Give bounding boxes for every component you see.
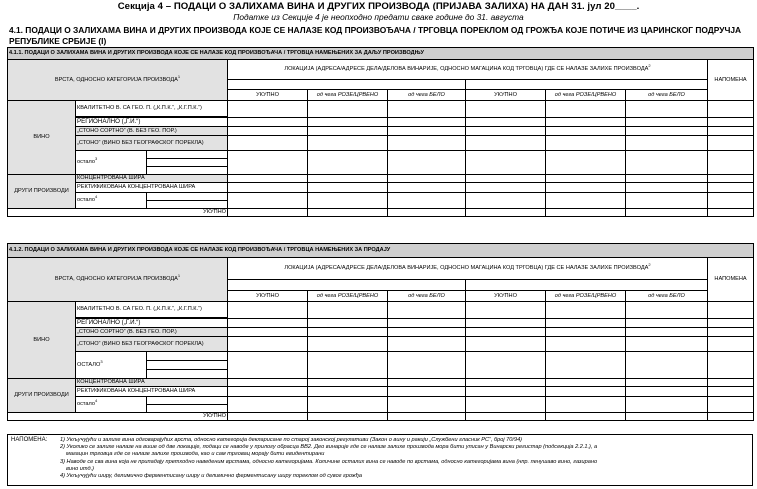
- cell[interactable]: [308, 175, 388, 183]
- row-group-vino: ВИНО: [8, 101, 76, 175]
- cell[interactable]: [308, 352, 388, 379]
- cell[interactable]: [388, 175, 466, 183]
- cell[interactable]: [228, 302, 308, 319]
- cell[interactable]: [546, 175, 626, 183]
- cell[interactable]: [626, 209, 708, 217]
- row-rektifikovana: РЕКТИФИКОВАНА КОНЦЕНТРОВАНА ШИРА: [76, 387, 228, 397]
- table-4-1-1: [7, 47, 754, 217]
- ostalo-input[interactable]: [147, 151, 228, 159]
- cell[interactable]: [308, 319, 388, 328]
- cell[interactable]: [388, 352, 466, 379]
- cell[interactable]: [308, 193, 388, 209]
- cell[interactable]: [708, 352, 754, 379]
- location-input-2[interactable]: [466, 280, 708, 291]
- cell[interactable]: [388, 319, 466, 328]
- cell[interactable]: [388, 397, 466, 413]
- note-item: 3) Наводе се сва вина која не припадају претходно наведеним врстама, односно категоријама. Количине осталих вина се наводе по врстама, односно категоријама вина (нпр. пенушаво вино, газирано: [60, 458, 598, 465]
- cell[interactable]: [228, 101, 308, 118]
- note-item: 2) Уколико се залихе налазе на више од две локације, подаци се наводе у прилогу обрасца ВВ2. Део винарије где се налазе залихе производа мора бити уписан у Винарски регистар (подсекција 2.2.1.), а: [60, 444, 598, 451]
- cell[interactable]: [466, 101, 546, 118]
- cell[interactable]: [388, 328, 466, 337]
- cell[interactable]: [546, 319, 626, 328]
- row-ukupno: УКУПНО: [8, 413, 228, 421]
- cell[interactable]: [626, 193, 708, 209]
- col-ukupno: УКУПНО: [466, 90, 546, 101]
- cell[interactable]: [228, 209, 308, 217]
- row-koncentrovana: КОНЦЕНТРОВАНА ШИРА: [76, 379, 228, 387]
- cell[interactable]: [388, 127, 466, 136]
- row-ostalo: остало$^3$: [76, 151, 147, 175]
- row-ostalo-drugi: остало$^4$: [76, 193, 147, 209]
- cell[interactable]: [626, 136, 708, 151]
- cell[interactable]: [708, 183, 754, 193]
- cell[interactable]: [388, 193, 466, 209]
- cell[interactable]: [466, 136, 546, 151]
- cell[interactable]: [626, 183, 708, 193]
- cell[interactable]: [466, 379, 546, 387]
- ostalo-input[interactable]: [147, 201, 228, 209]
- cell[interactable]: [626, 387, 708, 397]
- cell[interactable]: [708, 151, 754, 175]
- cell[interactable]: [308, 209, 388, 217]
- cell[interactable]: [708, 319, 754, 328]
- note-item: вино итд.): [66, 465, 94, 472]
- cell[interactable]: [546, 337, 626, 352]
- location-input-2[interactable]: [466, 80, 708, 90]
- cell[interactable]: [228, 319, 308, 328]
- cell[interactable]: [708, 387, 754, 397]
- type-header: ВРСТА, ОДНОСНО КАТЕГОРИЈА ПРОИЗВОДА$^1$: [8, 258, 228, 302]
- row-kvalitetno: КВАЛИТЕТНО В. СА ГЕО. П. („К.П.К.“, „К.Г.П.К.“): [76, 101, 228, 117]
- section-4-1-title: 4.1. ПОДАЦИ О ЗАЛИХАМА ВИНА И ДРУГИХ ПРОИЗВОДА КОЈЕ СЕ НАЛАЗЕ КОД ПРОИЗВОЂАЧА / ТРГОВЦА ПОРЕКЛОМ ОД ГРОЖЂА КОЈЕ ПОТИЧЕ ИЗ ЦАРИНСКОГ ПОДРУЧЈА РЕПУБЛИКЕ СРБИЈЕ (I): [9, 25, 742, 46]
- cell[interactable]: [466, 413, 546, 421]
- cell[interactable]: [708, 413, 754, 421]
- cell[interactable]: [546, 209, 626, 217]
- type-header: ВРСТА, ОДНОСНО КАТЕГОРИЈА ПРОИЗВОДА$^1$: [8, 60, 228, 101]
- cell[interactable]: [546, 151, 626, 175]
- cell[interactable]: [708, 337, 754, 352]
- ostalo-input[interactable]: [147, 352, 228, 361]
- cell[interactable]: [626, 319, 708, 328]
- cell[interactable]: [466, 118, 546, 127]
- row-group-drugi: ДРУГИ ПРОИЗВОДИ: [8, 175, 76, 209]
- cell[interactable]: [466, 387, 546, 397]
- cell[interactable]: [388, 379, 466, 387]
- cell[interactable]: [546, 118, 626, 127]
- cell[interactable]: [228, 193, 308, 209]
- cell[interactable]: [466, 319, 546, 328]
- col-roze: од чега РОЗЕ/ЦРВЕНО: [308, 90, 388, 101]
- cell[interactable]: [388, 302, 466, 319]
- cell[interactable]: [708, 127, 754, 136]
- row-regionalno: РЕГИОНАЛНО („Г.И.“): [76, 118, 228, 127]
- cell[interactable]: [626, 337, 708, 352]
- cell[interactable]: [708, 209, 754, 217]
- cell[interactable]: [708, 175, 754, 183]
- row-group-vino: ВИНО: [8, 302, 76, 379]
- notes-box: [7, 434, 753, 486]
- table-title: 4.1.2. ПОДАЦИ О ЗАЛИХАМА ВИНА И ДРУГИХ ПРОИЗВОДА КОЈЕ СЕ НАЛАЗЕ КОД ПРОИЗВОЂАЧА / ТРГОВЦА НАМЕЊЕНИХ ЗА ПРОДАЈУ: [8, 244, 754, 258]
- cell[interactable]: [708, 397, 754, 413]
- row-ostalo: ОСТАЛО$^3$: [76, 352, 147, 379]
- cell[interactable]: [466, 127, 546, 136]
- cell[interactable]: [546, 193, 626, 209]
- cell[interactable]: [308, 127, 388, 136]
- cell[interactable]: [308, 101, 388, 118]
- ostalo-input[interactable]: [147, 361, 228, 370]
- row-ukupno: УКУПНО: [8, 209, 228, 217]
- col-ukupno: УКУПНО: [466, 291, 546, 302]
- cell[interactable]: [626, 118, 708, 127]
- ostalo-input[interactable]: [147, 405, 228, 413]
- notes-label: НАПОМЕНА:: [11, 437, 48, 443]
- cell[interactable]: [308, 379, 388, 387]
- cell[interactable]: [388, 413, 466, 421]
- location-input-1[interactable]: [228, 80, 466, 90]
- table-title: 4.1.1. ПОДАЦИ О ЗАЛИХАМА ВИНА И ДРУГИХ ПРОИЗВОДА КОЈЕ СЕ НАЛАЗЕ КОД ПРОИЗВОЂАЧА / ТРГОВЦА НАМЕЊЕНИХ ЗА ДАЉУ ПРОИЗВОДЊУ: [8, 48, 754, 60]
- cell[interactable]: [546, 127, 626, 136]
- cell[interactable]: [228, 127, 308, 136]
- cell[interactable]: [626, 151, 708, 175]
- cell[interactable]: [228, 183, 308, 193]
- cell[interactable]: [388, 118, 466, 127]
- cell[interactable]: [466, 328, 546, 337]
- cell[interactable]: [308, 328, 388, 337]
- cell[interactable]: [626, 413, 708, 421]
- cell[interactable]: [308, 337, 388, 352]
- ostalo-input[interactable]: [147, 167, 228, 175]
- cell[interactable]: [466, 175, 546, 183]
- ostalo-input[interactable]: [147, 159, 228, 167]
- napomena-header: НАПОМЕНА: [708, 60, 754, 101]
- col-ukupno: УКУПНО: [228, 90, 308, 101]
- cell[interactable]: [546, 136, 626, 151]
- cell[interactable]: [388, 387, 466, 397]
- col-belo: од чега БЕЛО: [388, 291, 466, 302]
- ostalo-input[interactable]: [147, 370, 228, 379]
- cell[interactable]: [228, 136, 308, 151]
- cell[interactable]: [626, 127, 708, 136]
- cell[interactable]: [228, 397, 308, 413]
- cell[interactable]: [626, 397, 708, 413]
- cell[interactable]: [708, 302, 754, 319]
- cell[interactable]: [708, 118, 754, 127]
- cell[interactable]: [466, 183, 546, 193]
- location-input-1[interactable]: [228, 280, 466, 291]
- cell[interactable]: [308, 413, 388, 421]
- napomena-header: НАПОМЕНА: [708, 258, 754, 302]
- cell[interactable]: [228, 387, 308, 397]
- col-roze: од чега РОЗЕ/ЦРВЕНО: [546, 291, 626, 302]
- row-stono-sortno: „СТОНО СОРТНО“ (В. БЕЗ ГЕО. ПОР.): [76, 328, 228, 337]
- page-subtitle: Податке из Секције 4 је неопходно предати сваке године до 31. августа: [233, 12, 524, 22]
- cell[interactable]: [466, 397, 546, 413]
- cell[interactable]: [708, 193, 754, 209]
- row-koncentrovana: КОНЦЕНТРОВАНА ШИРА: [76, 175, 228, 183]
- col-ukupno: УКУПНО: [228, 291, 308, 302]
- cell[interactable]: [546, 328, 626, 337]
- cell[interactable]: [228, 379, 308, 387]
- cell[interactable]: [228, 337, 308, 352]
- row-stono: „СТОНО“ (ВИНО БЕЗ ГЕОГРАФСКОГ ПОРЕКЛА): [76, 337, 228, 352]
- col-belo: од чега БЕЛО: [626, 90, 708, 101]
- cell[interactable]: [466, 209, 546, 217]
- cell[interactable]: [626, 175, 708, 183]
- cell[interactable]: [708, 379, 754, 387]
- cell[interactable]: [626, 352, 708, 379]
- table-4-1-2: [7, 243, 754, 421]
- cell[interactable]: [228, 151, 308, 175]
- cell[interactable]: [388, 151, 466, 175]
- row-stono-sortno: „СТОНО СОРТНО“ (В. БЕЗ ГЕО. ПОР.): [76, 127, 228, 136]
- note-item: 4) Укључујући ширу, делимично ферментисану ширу и делимично ферментисану ширу пореклом од сувог грожђа: [60, 473, 362, 480]
- cell[interactable]: [308, 151, 388, 175]
- cell[interactable]: [308, 302, 388, 319]
- cell[interactable]: [308, 136, 388, 151]
- cell[interactable]: [466, 193, 546, 209]
- cell[interactable]: [308, 387, 388, 397]
- cell[interactable]: [708, 136, 754, 151]
- row-ostalo-drugi: остало$^4$: [76, 397, 147, 413]
- location-header: ЛОКАЦИЈА (АДРЕСА/АДРЕСЕ ДЕЛА/ДЕЛОВА ВИНАРИЈЕ, ОДНОСНО МАГАЦИНА КОД ТРГОВЦА) ГДЕ СЕ НАЛАЗЕ ЗАЛИХЕ ПРОИЗВОДА$^2$: [228, 60, 708, 80]
- cell[interactable]: [308, 118, 388, 127]
- cell[interactable]: [466, 352, 546, 379]
- cell[interactable]: [626, 379, 708, 387]
- row-kvalitetno: КВАЛИТЕТНО В. СА ГЕО. П. („К.П.К.“, „К.Г.П.К.“): [76, 302, 228, 318]
- cell[interactable]: [546, 183, 626, 193]
- cell[interactable]: [546, 302, 626, 319]
- cell[interactable]: [626, 302, 708, 319]
- cell[interactable]: [388, 101, 466, 118]
- cell[interactable]: [308, 183, 388, 193]
- row-regionalno: РЕГИОНАЛНО („Г.И.“): [76, 319, 228, 328]
- row-stono: „СТОНО“ (ВИНО БЕЗ ГЕОГРАФСКОГ ПОРЕКЛА): [76, 136, 228, 151]
- cell[interactable]: [388, 136, 466, 151]
- cell[interactable]: [626, 101, 708, 118]
- cell[interactable]: [308, 397, 388, 413]
- cell[interactable]: [466, 151, 546, 175]
- cell[interactable]: [228, 352, 308, 379]
- col-roze: од чега РОЗЕ/ЦРВЕНО: [546, 90, 626, 101]
- cell[interactable]: [708, 328, 754, 337]
- col-belo: од чега БЕЛО: [388, 90, 466, 101]
- cell[interactable]: [546, 387, 626, 397]
- cell[interactable]: [228, 328, 308, 337]
- notes-list: [60, 437, 750, 480]
- cell[interactable]: [388, 209, 466, 217]
- cell[interactable]: [546, 352, 626, 379]
- cell[interactable]: [546, 413, 626, 421]
- cell[interactable]: [228, 118, 308, 127]
- col-roze: од чега РОЗЕ/ЦРВЕНО: [308, 291, 388, 302]
- row-rektifikovana: РЕКТИФИКОВАНА КОНЦЕНТРОВАНА ШИРА: [76, 183, 228, 193]
- cell[interactable]: [388, 183, 466, 193]
- ostalo-input[interactable]: [147, 193, 228, 201]
- cell[interactable]: [228, 413, 308, 421]
- cell[interactable]: [466, 337, 546, 352]
- note-item: 1) Укључујући и залихе вина одговарајућих врста, односно категорија декларисане по старој законској регулативи (Закон о вину и ракији „Службени гласник РС“, број 70/94): [60, 437, 523, 443]
- cell[interactable]: [546, 101, 626, 118]
- ostalo-input[interactable]: [147, 397, 228, 405]
- cell[interactable]: [466, 302, 546, 319]
- row-group-drugi: ДРУГИ ПРОИЗВОДИ: [8, 379, 76, 413]
- col-belo: од чега БЕЛО: [626, 291, 708, 302]
- cell[interactable]: [546, 397, 626, 413]
- location-header: ЛОКАЦИЈА (АДРЕСА/АДРЕСЕ ДЕЛА/ДЕЛОВА ВИНАРИЈЕ, ОДНОСНО МАГАЦИНА КОД ТРГОВЦА) ГДЕ СЕ НАЛАЗЕ ЗАЛИХЕ ПРОИЗВОДА$^2$: [228, 258, 708, 280]
- page-title: Секција 4 – ПОДАЦИ О ЗАЛИХАМА ВИНА И ДРУГИХ ПРОИЗВОДА (ПРИЈАВА ЗАЛИХА) НА ДАН 31. јул 20____.: [117, 1, 640, 12]
- cell[interactable]: [626, 328, 708, 337]
- cell[interactable]: [546, 379, 626, 387]
- cell[interactable]: [388, 337, 466, 352]
- cell[interactable]: [228, 175, 308, 183]
- note-item: магацин трговца где се налазе залихе производа, као и сам трговац морају бити евидентирани: [66, 451, 325, 458]
- cell[interactable]: [708, 101, 754, 118]
